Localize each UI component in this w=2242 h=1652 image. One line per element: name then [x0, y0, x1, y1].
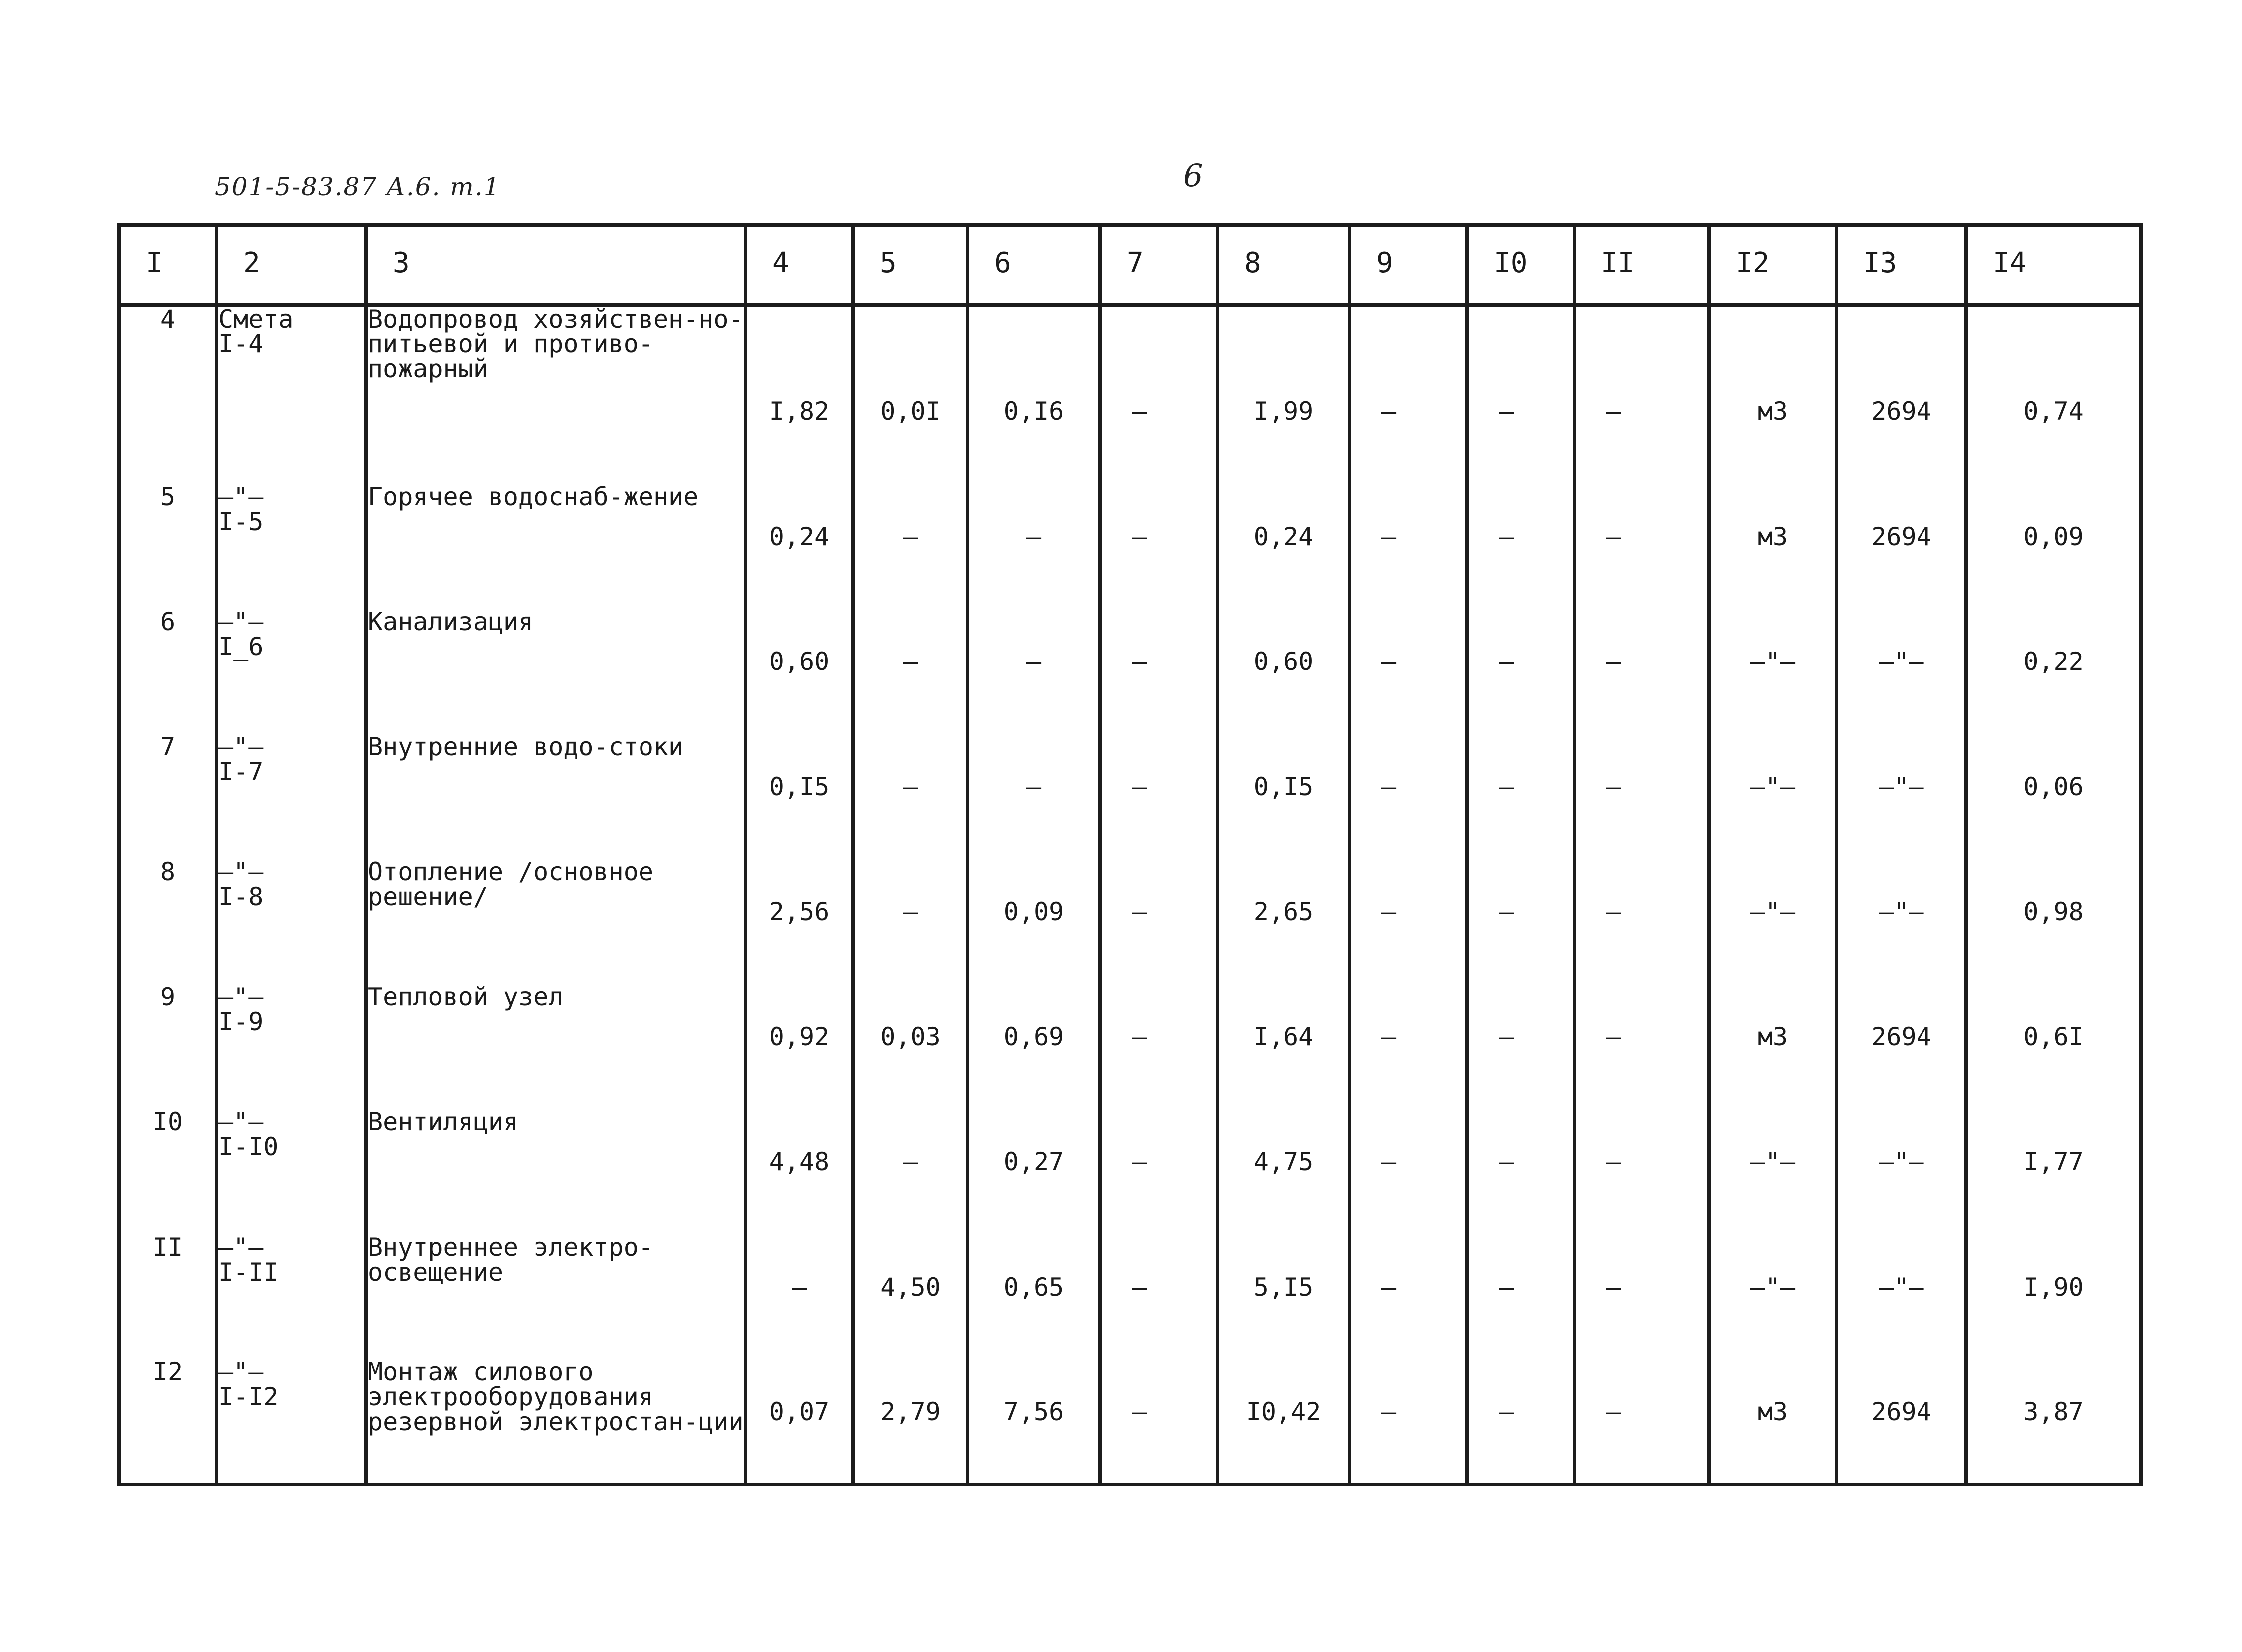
work-description: Горячее водоснаб-жение [366, 484, 746, 610]
estimate-reference-line1: –"– [218, 732, 264, 761]
value-cell-c5: 2,79 [853, 1359, 968, 1485]
work-description: Отопление /основное решение/ [366, 859, 746, 985]
value-cell-c8: 5,I5 [1218, 1235, 1350, 1360]
document-reference: 501-5-83.87 А.6. т.1 [215, 172, 501, 201]
value-cell-c8: I0,42 [1218, 1359, 1350, 1485]
estimate-reference-line2: I-I0 [218, 1132, 279, 1162]
value-cell-c8: 0,I5 [1218, 734, 1350, 860]
value-cell-c8: I,99 [1218, 305, 1350, 484]
estimate-reference [217, 859, 366, 985]
column-header: II [1575, 225, 1709, 305]
table-row [119, 1235, 2141, 1360]
estimate-reference [217, 609, 366, 734]
row-number: 9 [119, 985, 217, 1110]
estimate-reference [217, 305, 366, 484]
estimate-reference-line2: I-I2 [218, 1382, 279, 1412]
estimate-reference-line2: I-9 [218, 1007, 264, 1036]
table-row [119, 1109, 2141, 1235]
value-cell-c13: –"– [1837, 859, 1966, 985]
value-cell-c7: – [1100, 1109, 1218, 1235]
value-cell-c13: 2694 [1837, 305, 1966, 484]
value-cell-c4: 0,24 [746, 484, 853, 610]
value-cell-c13: 2694 [1837, 1359, 1966, 1485]
value-cell-c10: – [1467, 484, 1575, 610]
table-row [119, 1359, 2141, 1485]
estimate-reference-line2: I-4 [218, 330, 264, 358]
value-cell-c6: 0,27 [968, 1109, 1100, 1235]
estimate-reference-line1: –"– [218, 982, 264, 1011]
value-cell-c12: м3 [1709, 305, 1837, 484]
page-number: 6 [1183, 157, 1203, 194]
value-cell-c6: – [968, 734, 1100, 860]
value-cell-c11: – [1575, 1109, 1709, 1235]
value-cell-c6: 7,56 [968, 1359, 1100, 1485]
value-cell-c11: – [1575, 1359, 1709, 1485]
estimate-reference-line2: I-8 [218, 882, 264, 912]
table-row [119, 484, 2141, 610]
row-number: II [119, 1235, 217, 1360]
row-number: 5 [119, 484, 217, 610]
estimate-reference [217, 484, 366, 610]
value-cell-c5: – [853, 609, 968, 734]
value-cell-c9: – [1350, 484, 1467, 610]
value-cell-c8: 4,75 [1218, 1109, 1350, 1235]
value-cell-c4: – [746, 1235, 853, 1360]
value-cell-c7: – [1100, 734, 1218, 860]
value-cell-c10: – [1467, 859, 1575, 985]
estimate-reference-line1: –"– [218, 1232, 264, 1262]
value-cell-c12: –"– [1709, 859, 1837, 985]
value-cell-c11: – [1575, 859, 1709, 985]
value-cell-c9: – [1350, 985, 1467, 1110]
estimate-reference-line2: I-7 [218, 757, 264, 786]
value-cell-c5: – [853, 859, 968, 985]
table-row [119, 734, 2141, 860]
value-cell-c10: – [1467, 734, 1575, 860]
column-header: 7 [1100, 225, 1218, 305]
value-cell-c4: 0,92 [746, 985, 853, 1110]
value-cell-c9: – [1350, 859, 1467, 985]
value-cell-c12: м3 [1709, 985, 1837, 1110]
value-cell-c6: 0,09 [968, 859, 1100, 985]
value-cell-c14: 3,87 [1966, 1359, 2141, 1485]
value-cell-c9: – [1350, 1359, 1467, 1485]
value-cell-c10: – [1467, 609, 1575, 734]
value-cell-c12: –"– [1709, 1109, 1837, 1235]
value-cell-c6: 0,69 [968, 985, 1100, 1110]
estimate-reference-line1: –"– [218, 607, 264, 637]
table-row [119, 305, 2141, 484]
column-header: 3 [366, 225, 746, 305]
estimate-reference [217, 982, 366, 1110]
column-header: 5 [853, 225, 968, 305]
column-header: 8 [1218, 225, 1350, 305]
value-cell-c7: – [1100, 484, 1218, 610]
value-cell-c13: –"– [1837, 609, 1966, 734]
value-cell-c8: 0,60 [1218, 609, 1350, 734]
work-description: Внутреннее электро-освещение [366, 1235, 746, 1360]
value-cell-c7: – [1100, 1235, 1218, 1360]
value-cell-c14: 0,6I [1966, 985, 2141, 1110]
value-cell-c4: 2,56 [746, 859, 853, 985]
value-cell-c4: 0,07 [746, 1359, 853, 1485]
value-cell-c7: – [1100, 859, 1218, 985]
estimate-reference-line2: I-II [218, 1257, 279, 1287]
work-description: Тепловой узел [366, 985, 746, 1110]
value-cell-c14: I,90 [1966, 1235, 2141, 1360]
value-cell-c6: 0,65 [968, 1235, 1100, 1360]
value-cell-c10: – [1467, 305, 1575, 484]
value-cell-c12: –"– [1709, 734, 1837, 860]
work-description: Внутренние водо-стоки [366, 734, 746, 860]
estimate-reference-line1: –"– [218, 1357, 264, 1387]
value-cell-c5: – [853, 484, 968, 610]
estimate-reference-line2: I-5 [218, 507, 264, 536]
value-cell-c12: м3 [1709, 484, 1837, 610]
value-cell-c11: – [1575, 484, 1709, 610]
value-cell-c14: 0,74 [1966, 305, 2141, 484]
value-cell-c4: 4,48 [746, 1109, 853, 1235]
column-header: I4 [1966, 225, 2141, 305]
value-cell-c9: – [1350, 305, 1467, 484]
value-cell-c11: – [1575, 1235, 1709, 1360]
column-header: I [119, 225, 217, 305]
table-row [119, 985, 2141, 1110]
value-cell-c4: I,82 [746, 305, 853, 484]
estimate-table [117, 223, 2143, 1486]
table-row [119, 609, 2141, 734]
value-cell-c8: I,64 [1218, 985, 1350, 1110]
value-cell-c5: – [853, 734, 968, 860]
column-header: I0 [1467, 225, 1575, 305]
column-header: I3 [1837, 225, 1966, 305]
value-cell-c10: – [1467, 1359, 1575, 1485]
value-cell-c8: 0,24 [1218, 484, 1350, 610]
value-cell-c10: – [1467, 1235, 1575, 1360]
row-number: I2 [119, 1359, 217, 1485]
value-cell-c12: –"– [1709, 609, 1837, 734]
table-row [119, 859, 2141, 985]
value-cell-c13: –"– [1837, 1235, 1966, 1360]
value-cell-c14: 0,22 [1966, 609, 2141, 734]
work-description: Вентиляция [366, 1109, 746, 1235]
value-cell-c8: 2,65 [1218, 859, 1350, 985]
value-cell-c9: – [1350, 1109, 1467, 1235]
value-cell-c4: 0,60 [746, 609, 853, 734]
value-cell-c9: – [1350, 1235, 1467, 1360]
value-cell-c5: – [853, 1109, 968, 1235]
value-cell-c6: – [968, 609, 1100, 734]
value-cell-c7: – [1100, 305, 1218, 484]
value-cell-c11: – [1575, 985, 1709, 1110]
value-cell-c12: м3 [1709, 1359, 1837, 1485]
row-number: 8 [119, 859, 217, 985]
value-cell-c14: 0,06 [1966, 734, 2141, 860]
work-description: Водопровод хозяйствен-но-питьевой и противо-пожарный [366, 305, 746, 484]
value-cell-c5: 0,03 [853, 985, 968, 1110]
estimate-reference-line1: Смета [218, 305, 294, 333]
value-cell-c5: 0,0I [853, 305, 968, 484]
header-row [119, 225, 2141, 305]
estimate-reference-line1: –"– [218, 482, 264, 511]
row-number: I0 [119, 1109, 217, 1235]
value-cell-c13: –"– [1837, 1109, 1966, 1235]
value-cell-c11: – [1575, 609, 1709, 734]
value-cell-c4: 0,I5 [746, 734, 853, 860]
row-number: 4 [119, 305, 217, 484]
value-cell-c12: –"– [1709, 1235, 1837, 1360]
value-cell-c7: – [1100, 985, 1218, 1110]
estimate-reference-line1: –"– [218, 857, 264, 887]
value-cell-c9: – [1350, 609, 1467, 734]
estimate-reference [217, 734, 366, 860]
value-cell-c14: 0,98 [1966, 859, 2141, 985]
work-description: Канализация [366, 609, 746, 734]
value-cell-c11: – [1575, 305, 1709, 484]
row-number: 6 [119, 609, 217, 734]
estimate-reference [217, 1109, 366, 1235]
value-cell-c6: 0,I6 [968, 305, 1100, 484]
column-header: 4 [746, 225, 853, 305]
value-cell-c5: 4,50 [853, 1235, 968, 1360]
value-cell-c10: – [1467, 1109, 1575, 1235]
value-cell-c14: 0,09 [1966, 484, 2141, 610]
value-cell-c13: 2694 [1837, 985, 1966, 1110]
value-cell-c6: – [968, 484, 1100, 610]
value-cell-c9: – [1350, 734, 1467, 860]
estimate-reference [217, 1359, 366, 1485]
value-cell-c13: 2694 [1837, 484, 1966, 610]
value-cell-c7: – [1100, 1359, 1218, 1485]
column-header: 9 [1350, 225, 1467, 305]
column-header: 6 [968, 225, 1100, 305]
column-header: I2 [1709, 225, 1837, 305]
value-cell-c10: – [1467, 985, 1575, 1110]
value-cell-c7: – [1100, 609, 1218, 734]
value-cell-c11: – [1575, 734, 1709, 860]
estimate-reference-line2: I_6 [218, 632, 264, 661]
estimate-reference [217, 1232, 366, 1360]
estimate-reference-line1: –"– [218, 1107, 264, 1137]
work-description: Монтаж силового электрооборудования резервной электростан-ции [366, 1359, 746, 1485]
row-number: 7 [119, 734, 217, 860]
value-cell-c14: I,77 [1966, 1109, 2141, 1235]
value-cell-c13: –"– [1837, 734, 1966, 860]
column-header: 2 [217, 225, 366, 305]
